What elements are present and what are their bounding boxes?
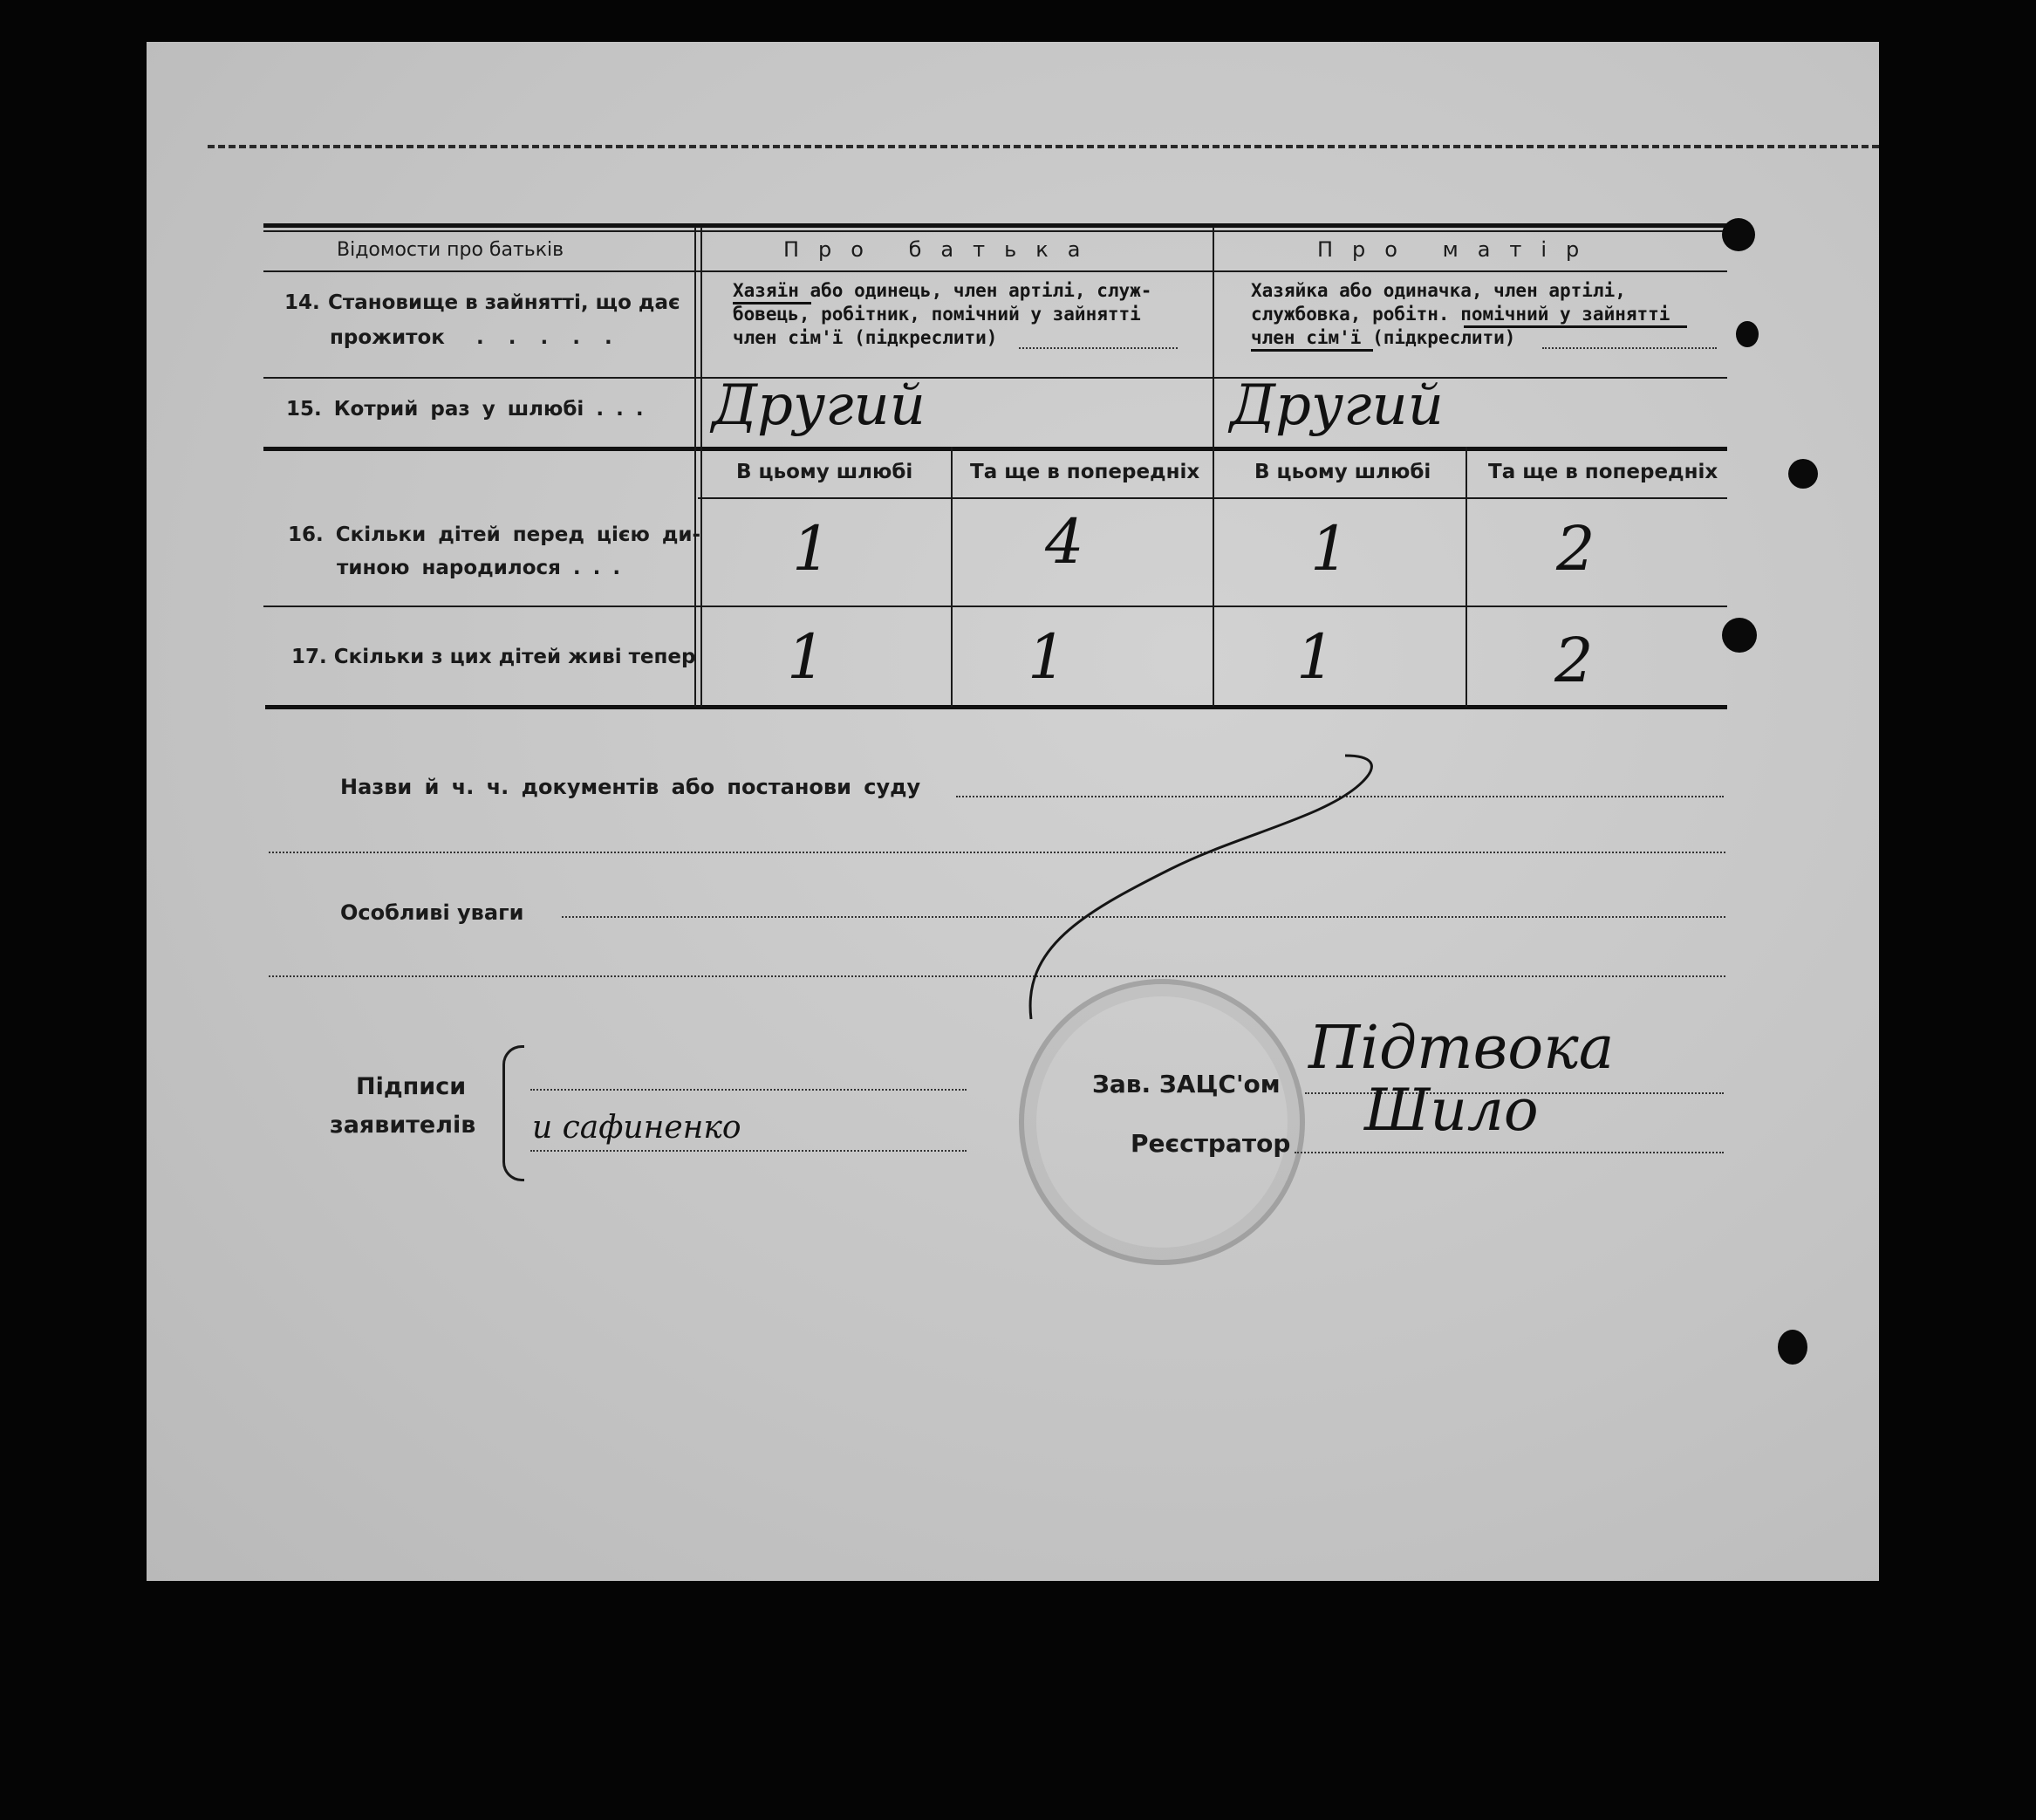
row16-divider — [263, 606, 1727, 607]
table-top-border — [263, 223, 1727, 228]
row14-label-line1: Становище в зайнятті, що дає — [328, 291, 680, 314]
row14-mother-underline — [1464, 325, 1687, 328]
col-divider-label — [694, 227, 702, 707]
row17-father-this: 1 — [787, 621, 826, 693]
row16-father-previous: 4 — [1045, 506, 1084, 578]
applicants-label-line1: Підписи — [356, 1073, 467, 1100]
row17-mother-previous: 2 — [1554, 625, 1594, 696]
row14-mother-dots — [1542, 347, 1717, 349]
subheader-mother-this: В цьому шлюбі — [1254, 461, 1431, 483]
row14-father-dots — [1019, 347, 1178, 349]
header-col-label: Відомости про батьків — [337, 239, 564, 261]
row14-mother-line2: службовка, робітн. помічний у зайнятті — [1251, 304, 1670, 325]
row17-father-previous: 1 — [1028, 621, 1067, 693]
row16-label-line1: 16. Скільки дітей перед цією ди- — [288, 523, 701, 546]
row16-mother-previous: 2 — [1556, 513, 1595, 585]
binding-hole — [1722, 218, 1755, 251]
row15-label: 15. Котрий раз у шлюбі . . . — [286, 398, 644, 421]
applicant-line-2 — [530, 1150, 967, 1152]
row15-father-value: Другий — [712, 373, 926, 438]
official-stamp — [1019, 979, 1305, 1265]
applicants-bracket — [502, 1045, 524, 1181]
row17-label: 17. Скільки з цих дітей живі тепер — [291, 646, 696, 668]
row14-mother-line1: Хазяйка або одиначка, член артілі, — [1251, 280, 1626, 301]
row15-divider — [263, 447, 1727, 451]
col-divider-parents — [1213, 227, 1214, 707]
row14-label-line2: прожиток — [330, 326, 445, 349]
row14-father-line3: член сім'ї (підкреслити) — [733, 327, 998, 348]
table-bottom-border — [265, 705, 1727, 709]
applicant-signature: и сафиненко — [532, 1110, 741, 1146]
document-page — [147, 42, 1879, 1581]
row15-mother-value: Другий — [1230, 373, 1444, 438]
binding-hole — [1736, 321, 1759, 347]
subheader-father-previous: Та ще в попередніх — [970, 461, 1200, 483]
header-divider — [263, 270, 1727, 272]
applicant-line-1 — [530, 1089, 967, 1091]
row14-number: 14. — [284, 291, 320, 314]
subheader-father-this: В цьому шлюбі — [736, 461, 913, 483]
binding-hole — [1722, 618, 1757, 653]
subheader-mother-previous: Та ще в попередніх — [1488, 461, 1718, 483]
remarks-label: Особливі уваги — [340, 900, 524, 925]
applicants-label-line2: заявителів — [330, 1112, 476, 1139]
row14-label-dots: . . . . . — [476, 326, 621, 349]
binding-hole — [1778, 1330, 1807, 1365]
header-mother: Про матір — [1317, 237, 1599, 262]
row14-father-line2: бовець, робітник, помічний у зайнятті — [733, 304, 1141, 325]
row16-mother-this: 1 — [1310, 513, 1349, 585]
row17-mother-this: 1 — [1296, 621, 1336, 693]
perforation-line — [208, 145, 1879, 148]
col-divider-mother-sub — [1466, 447, 1467, 707]
row14-mother-underline2 — [1251, 349, 1373, 352]
registrar-label: Реєстратор — [1131, 1129, 1291, 1158]
col-divider-father-sub — [951, 447, 953, 707]
registrar-line — [1295, 1152, 1724, 1153]
head-label: Зав. ЗАЦС'ом — [1092, 1070, 1281, 1098]
documents-label: Назви й ч. ч. документів або постанови суду — [340, 775, 921, 799]
header-father: Про батька — [783, 237, 1100, 262]
head-signature: Підтвока — [1308, 1014, 1615, 1083]
binding-hole — [1788, 459, 1818, 489]
row16-label-line2: тиною народилося . . . — [337, 557, 621, 579]
row14-father-line1: Хазяїн або одинець, член артілі, служ- — [733, 280, 1152, 301]
row14-divider — [263, 377, 1727, 379]
row16-father-this: 1 — [792, 513, 831, 585]
row14-mother-line3: член сім'ї (підкреслити) — [1251, 327, 1516, 348]
row14-father-underline — [733, 302, 811, 304]
registrar-signature: Шило — [1364, 1077, 1539, 1144]
table-top-border-inner — [263, 230, 1727, 232]
